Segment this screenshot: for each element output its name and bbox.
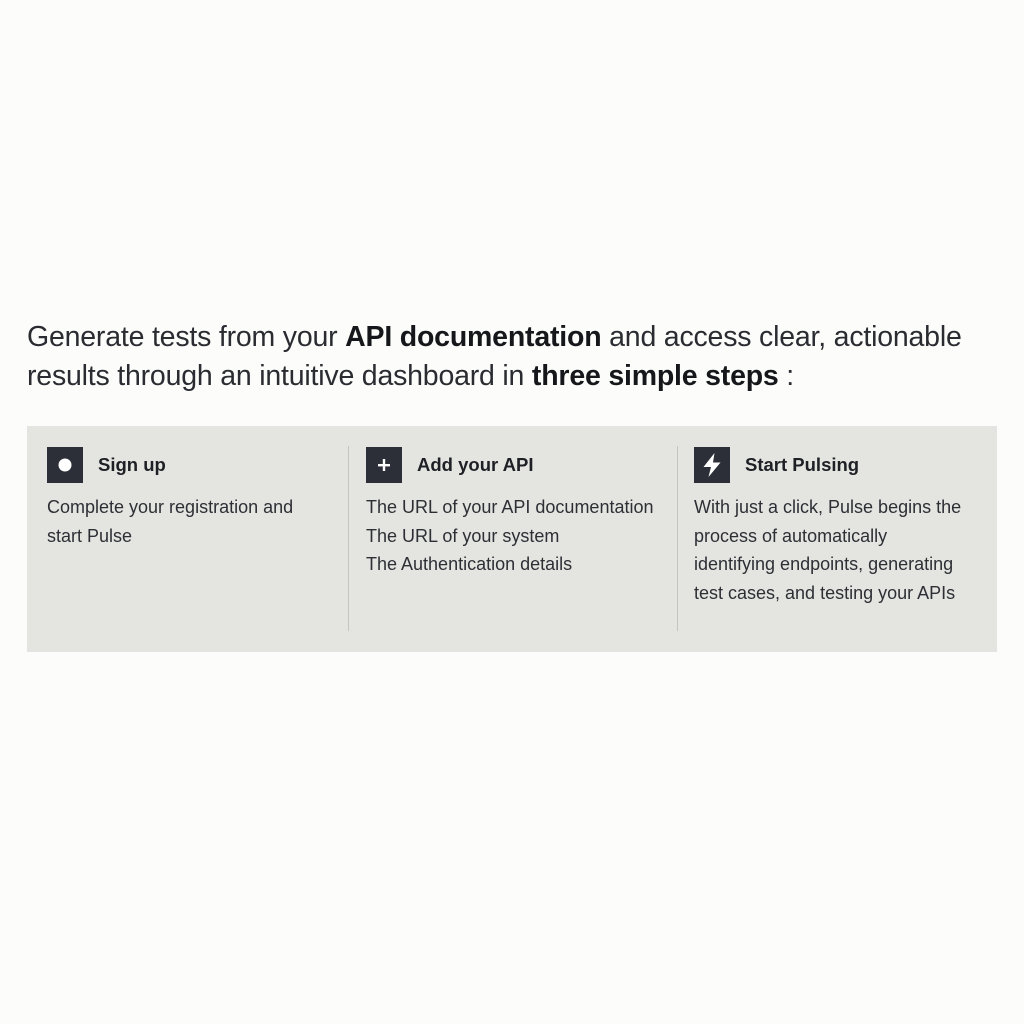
intro-part-4: : bbox=[778, 360, 795, 392]
intro-part-3: results through an intuitive dashboard in bbox=[27, 360, 532, 392]
step-line: test cases, and testing your APIs bbox=[694, 582, 956, 603]
step-line: The URL of your API documentation bbox=[366, 497, 654, 517]
step-title: Add your API bbox=[417, 454, 534, 475]
step-description bbox=[366, 493, 677, 579]
step-description bbox=[47, 493, 348, 550]
step-line: process of automatically bbox=[694, 525, 888, 546]
intro-bold-api-documentation: API documentation bbox=[345, 321, 602, 353]
step-header bbox=[366, 447, 677, 483]
intro-text bbox=[27, 318, 997, 396]
intro-bold-three-simple-steps: three simple steps bbox=[531, 360, 779, 392]
circle-dot-icon bbox=[47, 447, 83, 483]
steps-panel bbox=[27, 426, 997, 652]
step-start-pulsing bbox=[677, 446, 997, 631]
plus-icon bbox=[366, 447, 402, 483]
step-add-your-api bbox=[348, 446, 677, 631]
step-line: The Authentication details bbox=[366, 554, 573, 574]
step-title: Sign up bbox=[98, 454, 166, 475]
step-line: Complete your registration and bbox=[47, 497, 294, 517]
intro-part-2: and access clear, actionable bbox=[601, 321, 962, 353]
step-header bbox=[694, 447, 997, 483]
step-description bbox=[694, 493, 997, 607]
step-title: Start Pulsing bbox=[745, 454, 860, 475]
lightning-bolt-icon bbox=[694, 447, 730, 483]
step-sign-up bbox=[27, 426, 348, 652]
step-line: The URL of your system bbox=[366, 525, 560, 546]
step-header bbox=[47, 447, 348, 483]
step-line: start Pulse bbox=[47, 525, 133, 546]
step-line: With just a click, Pulse begins the bbox=[694, 497, 962, 517]
intro-part-1: Generate tests from your bbox=[27, 321, 346, 353]
step-line: identifying endpoints, generating bbox=[694, 554, 954, 574]
